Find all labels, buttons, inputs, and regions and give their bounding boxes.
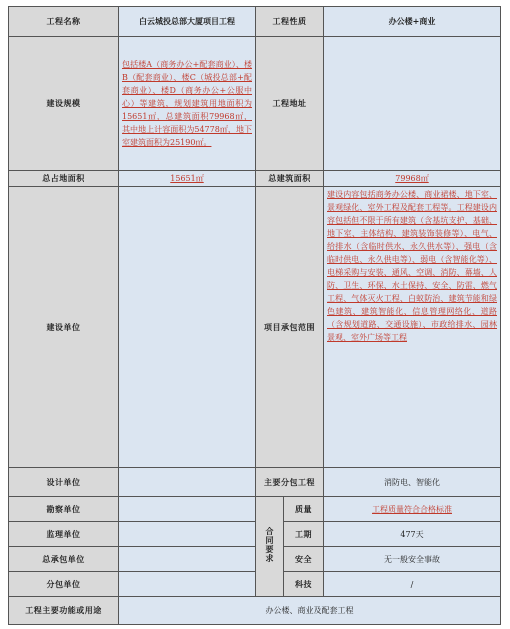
construction-scale-value: 包括楼A（商务办公+配套商业）、楼B（配套商业）、楼C（城投总部+配套商业）、楼D（商务办公+公服中心）等建筑，规划建筑用地面积为15651㎡，总建筑面积79968㎡，其中地上计容面积为54778㎡，地下室建筑面积为25190㎡。 [119,37,256,171]
main-function-label: 工程主要功能或用途 [9,597,119,625]
row-total-area [9,171,501,187]
design-unit-label: 设计单位 [9,468,119,497]
row-subcontractor [9,572,501,597]
contract-scope-value: 建设内容包括商务办公楼、商业裙楼、地下室、景观绿化、室外工程及配套工程等。工程建设内容包括但不限于所有建筑（含基坑支护、基础、地下室、主体结构、建筑装饰装修等）、电气、给排水（含临时供水、永久供水等）、强电（含临时供电、永久供电等）、弱电（含智能化等）、电梯采购与安装、通风、空调、消防、幕墙、人防、卫生、环保、水土保持、安全、防雷、燃气工程、气体灭火工程、白蚁防治、建筑节能和绿色建筑、建筑智能化、信息管理网络化、道路（含规划道路、交通设施）、市政给排水、园林景观、室外广场等工程 [324,187,501,468]
supervision-unit-value [119,522,256,547]
project-address-value [324,37,501,171]
duration-label: 工期 [284,522,324,547]
technology-label: 科技 [284,572,324,597]
total-land-area-value: 15651㎡ [119,171,256,187]
safety-label: 安全 [284,547,324,572]
survey-unit-value [119,497,256,522]
total-building-area-label: 总建筑面积 [256,171,324,187]
general-contractor-value [119,547,256,572]
main-function-value [119,597,501,625]
design-unit-value [119,468,256,497]
supervision-unit-label: 监理单位 [9,522,119,547]
project-name-value: 白云城投总部大厦项目工程 [119,7,256,37]
row-supervision [9,522,501,547]
quality-value: 工程质量符合合格标准 [324,497,501,522]
contract-requirements-label [256,497,284,597]
main-function-text: 办公楼、商业及配套工程 [265,606,354,615]
project-name-label: 工程名称 [9,7,119,37]
project-nature-value: 办公楼+商业 [324,7,501,37]
subcontractor-value [119,572,256,597]
subcontractor-label: 分包单位 [9,572,119,597]
builder-label: 建设单位 [9,187,119,468]
row-construction-scale [9,37,501,171]
project-nature-label: 工程性质 [256,7,324,37]
row-builder [9,187,501,468]
technology-value: / [324,572,501,597]
contract-scope-label: 项目承包范围 [256,187,324,468]
row-survey [9,497,501,522]
row-main-function [9,597,501,625]
general-contractor-label: 总承包单位 [9,547,119,572]
survey-unit-label: 勘察单位 [9,497,119,522]
project-info-table [8,6,501,625]
builder-value [119,187,256,468]
duration-value: 477天 [324,522,501,547]
contract-requirements-text: 合同要求 [265,526,275,563]
construction-scale-label: 建设规模 [9,37,119,171]
row-design [9,468,501,497]
row-general-contractor [9,547,501,572]
project-address-label: 工程地址 [256,37,324,171]
safety-value: 无一般安全事故 [324,547,501,572]
main-subcontract-label: 主要分包工程 [256,468,324,497]
main-subcontract-value: 消防电、智能化 [324,468,501,497]
total-land-area-label: 总占地面积 [9,171,119,187]
total-building-area-value: 79968㎡ [324,171,501,187]
row-project-name [9,7,501,37]
quality-label: 质量 [284,497,324,522]
